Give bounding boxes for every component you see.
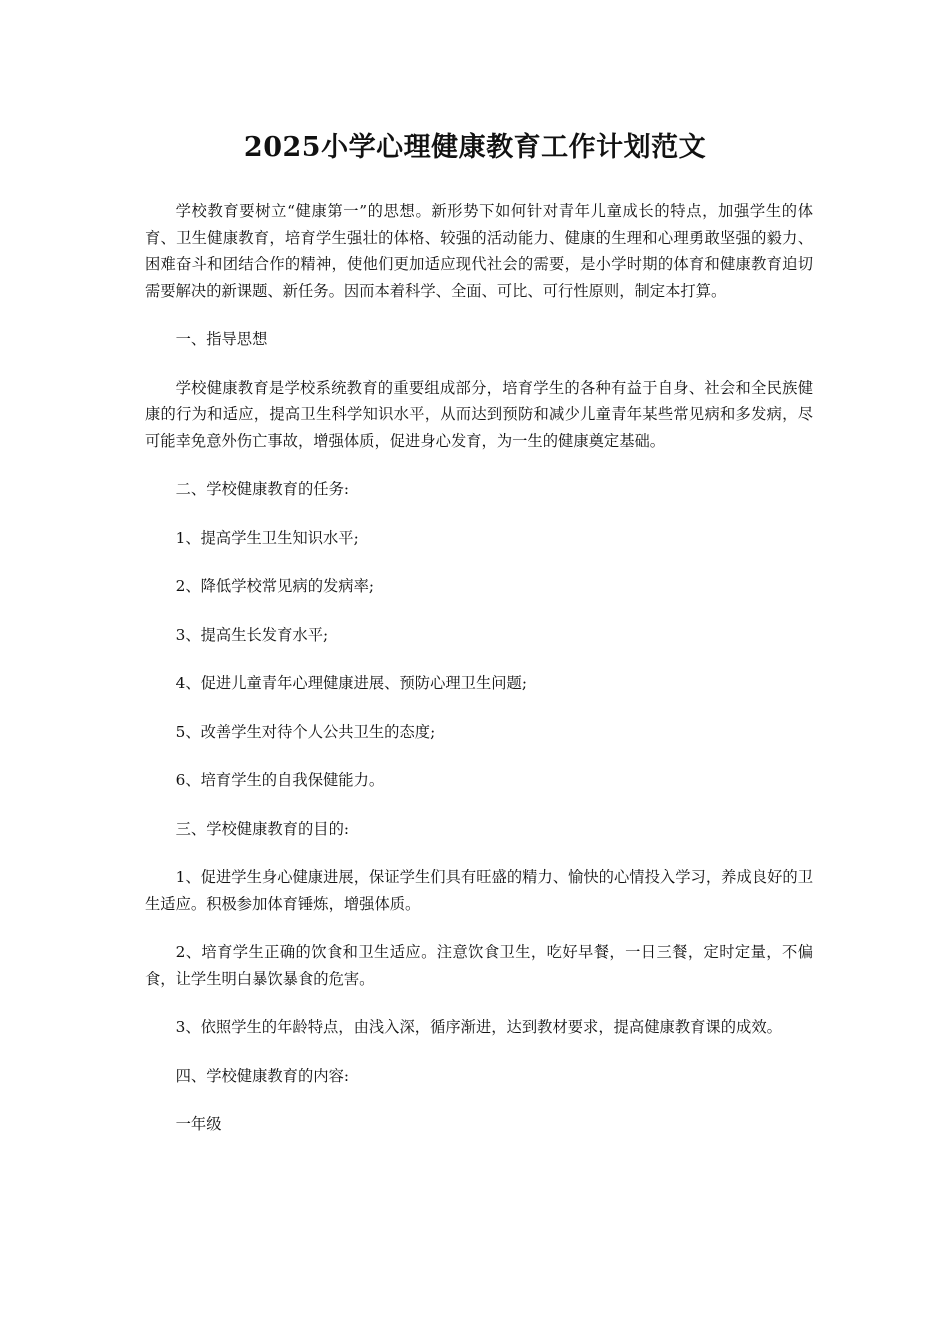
list-item: 6、培育学生的自我保健能力。 — [175, 771, 385, 789]
section-heading-3: 三、学校健康教育的目的: — [175, 819, 350, 838]
list-item: 2、降低学校常见病的发病率; — [175, 577, 375, 595]
list-item: 3、提高生长发育水平; — [175, 625, 329, 644]
list-item: 5、改善学生对待个人公共卫生的态度; — [175, 722, 436, 741]
document-title: 2025小学心理健康教育工作计划范文 — [243, 132, 707, 163]
list-item: 1、促进学生身心健康进展，保证学生们具有旺盛的精力、愉快的心情投入学习，养成良好的卫生适应。积极参加体育锤炼，增强体质。 — [145, 868, 813, 913]
list-item: 1、提高学生卫生知识水平; — [175, 528, 359, 547]
section-heading-4: 四、学校健康教育的内容: — [175, 1066, 350, 1085]
body-paragraph: 学校健康教育是学校系统教育的重要组成部分，培育学生的各种有益于自身、社会和全民族健康的行为和适应，提高卫生科学知识水平，从而达到预防和减少儿童青年某些常见病和多发病，尽可能幸免意外伤亡事故，增强体质，促进身心发育，为一生的健康奠定基础。 — [145, 378, 813, 450]
list-item: 2、培育学生正确的饮食和卫生适应。注意饮食卫生，吃好早餐，一日三餐，定时定量，不偏食，让学生明白暴饮暴食的危害。 — [145, 943, 813, 988]
grade-heading: 一年级 — [175, 1115, 222, 1133]
intro-paragraph: 学校教育要树立“健康第一”的思想。新形势下如何针对青年儿童成长的特点，加强学生的体育、卫生健康教育，培育学生强壮的体格、较强的活动能力、健康的生理和心理勇敢坚强的毅力、困难奋斗和团结合作的精神，使他们更加适应现代社会的需要，是小学时期的体育和健康教育迫切需要解决的新课题、新任务。因而本着科学、全面、可比、可行性原则，制定本打算。 — [145, 202, 813, 300]
section-heading-1: 一、指导思想 — [175, 330, 268, 348]
section-heading-2: 二、学校健康教育的任务: — [175, 480, 350, 498]
document-body — [145, 198, 813, 1160]
list-item: 3、依照学生的年龄特点，由浅入深，循序渐进，达到教材要求，提高健康教育课的成效。 — [175, 1018, 782, 1036]
list-item: 4、促进儿童青年心理健康进展、预防心理卫生问题; — [175, 674, 528, 692]
